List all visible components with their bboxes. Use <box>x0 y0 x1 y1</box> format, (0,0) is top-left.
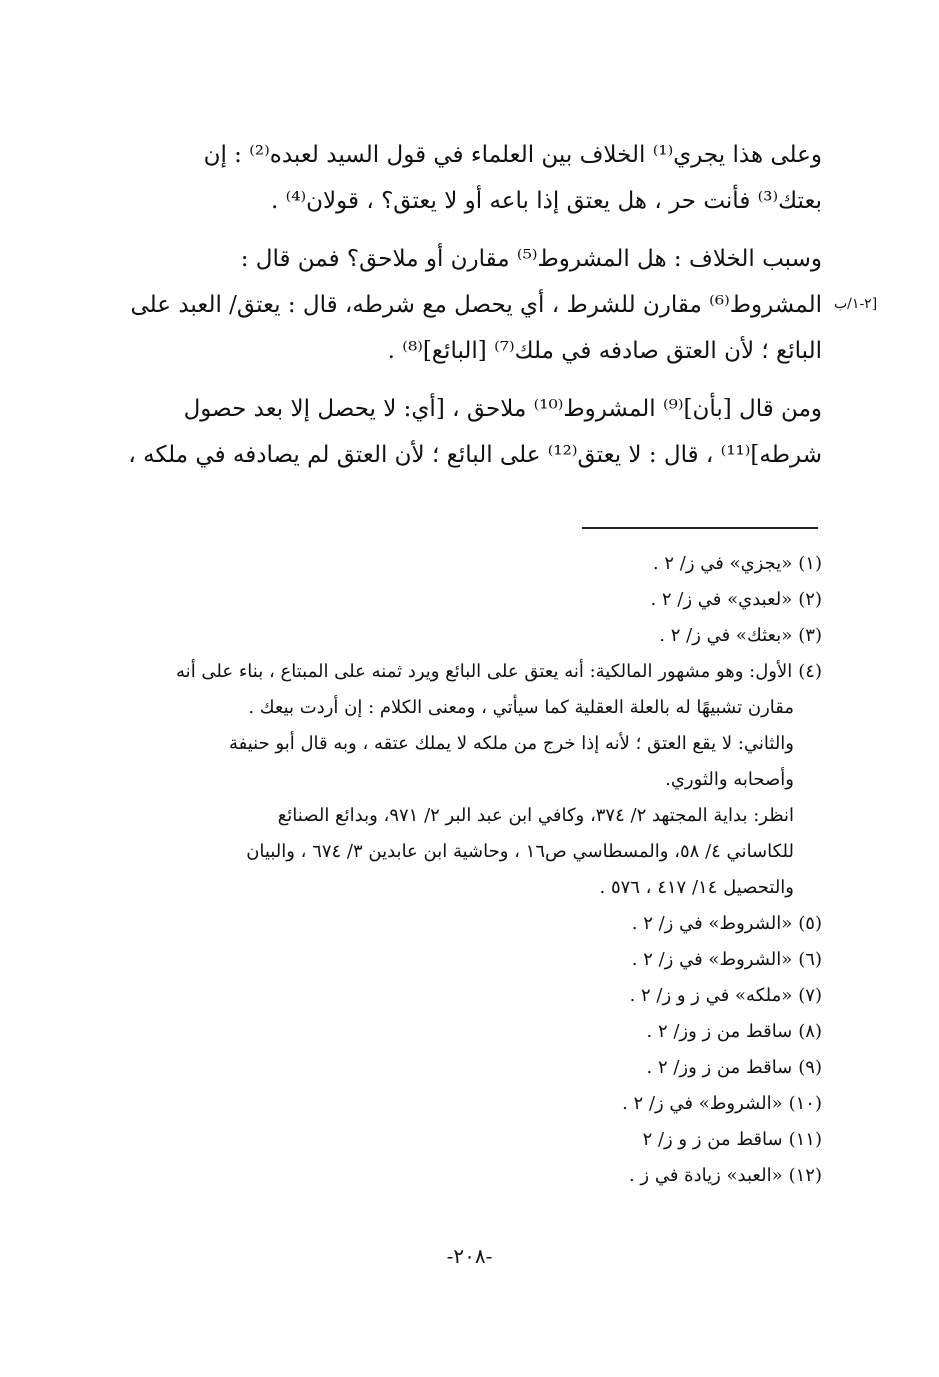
footnotes <box>110 546 822 1194</box>
footnote-text: ساقط من ز وز/ ٢ . <box>646 1021 793 1042</box>
text-line: وعلى هذا يجري⁽¹⁾ الخلاف بين العلماء في قول السيد لعبده⁽²⁾ : إن <box>203 142 822 168</box>
footnote-text: «الشروط» في ز/ ٢ . <box>631 949 793 970</box>
footnote-number: (٨) <box>798 1021 822 1042</box>
footnote-line: والتحصيل ١٤/ ٤١٧ ، ٥٧٦ . <box>599 877 794 898</box>
footnote-number: (٥) <box>798 913 822 934</box>
text-line: ومن قال [بأن]⁽⁹⁾ المشروط⁽¹⁰⁾ ملاحق ، [أي: لا يحصل إلا بعد حصول <box>183 396 822 422</box>
footnote-text: «الشروط» في ز/ ٢ . <box>622 1093 783 1114</box>
text-line: المشروط⁽⁶⁾ مقارن للشرط ، أي يحصل مع شرطه، قال : يعتق/ العبد على <box>130 292 822 318</box>
main-text <box>100 132 822 490</box>
footnote <box>110 546 822 582</box>
footnote-number: (٧) <box>798 985 822 1006</box>
footnote-line: والثاني: لا يقع العتق ؛ لأنه إذا خرج من ملكه لا يملك عتقه ، وبه قال أبو حنيفة <box>228 733 794 754</box>
footnote-number: (٩) <box>798 1057 822 1078</box>
text-line: شرطه]⁽¹¹⁾ ، قال : لا يعتق⁽¹²⁾ على البائع ؛ لأن العتق لم يصادفه في ملكه ، <box>128 442 822 468</box>
footnote <box>110 1158 822 1194</box>
text-line: بعتك⁽³⁾ فأنت حر ، هل يعتق إذا باعه أو لا يعتق؟ ، قولان⁽⁴⁾ . <box>271 188 822 214</box>
paragraph <box>100 386 822 478</box>
footnote-number: (٢) <box>798 589 822 610</box>
footnote-text: «بعثك» في ز/ ٢ . <box>659 625 793 646</box>
footnote-text: «الشروط» في ز/ ٢ . <box>631 913 793 934</box>
footnote-text: ساقط من ز وز/ ٢ . <box>646 1057 793 1078</box>
footnote-text: ساقط من ز و ز/ ٢ <box>642 1129 783 1150</box>
margin-folio-note: ٢-١/ب] <box>834 296 878 312</box>
footnote <box>110 582 822 618</box>
paragraph <box>100 236 822 374</box>
footnote-number: (٤) <box>798 661 822 682</box>
footnote-text: «لعبدي» في ز/ ٢ . <box>650 589 793 610</box>
footnote-text: «يجزي» في ز/ ٢ . <box>652 553 793 574</box>
footnote <box>110 654 822 906</box>
text-line: البائع ؛ لأن العتق صادفه في ملك⁽⁷⁾ [البائع]⁽⁸⁾ . <box>387 338 822 364</box>
footnote-number: (٦) <box>798 949 822 970</box>
footnote-separator <box>582 527 818 529</box>
footnote-number: (٣) <box>798 625 822 646</box>
footnote <box>110 1086 822 1122</box>
footnote <box>110 1014 822 1050</box>
footnote-line: مقارن تشبيهًا له بالعلة العقلية كما سيأتي ، ومعنى الكلام : إن أردت بيعك . <box>248 697 794 718</box>
footnote-line <box>110 654 822 690</box>
footnote-text: «ملكه» في ز و ز/ ٢ . <box>629 985 793 1006</box>
footnote-line: وأصحابه والثوري. <box>665 769 794 790</box>
footnote-number: (١١) <box>788 1129 822 1150</box>
text-line: وسبب الخلاف : هل المشروط⁽⁵⁾ مقارن أو ملاحق؟ فمن قال : <box>240 246 822 272</box>
footnote-number: (١٠) <box>788 1093 822 1114</box>
footnote <box>110 1050 822 1086</box>
footnote-number: (١) <box>798 553 822 574</box>
footnote-line: للكاساني ٤/ ٥٨، والمسطاسي ص١٦ ، وحاشية ابن عابدين ٣/ ٦٧٤ ، والبيان <box>246 841 794 862</box>
footnote <box>110 978 822 1014</box>
footnote-number: (١٢) <box>788 1165 822 1186</box>
paragraph <box>100 132 822 224</box>
footnote-text: الأول: وهو مشهور المالكية: أنه يعتق على البائع ويرد ثمنه على المبتاع ، بناء على أنه <box>176 661 793 682</box>
footnote <box>110 906 822 942</box>
footnote <box>110 618 822 654</box>
footnote <box>110 1122 822 1158</box>
footnote-text: «العبد» زيادة في ز . <box>628 1165 783 1186</box>
footnote-line: انظر: بداية المجتهد ٢/ ٣٧٤، وكافي ابن عبد البر ٢/ ٩٧١، وبدائع الصنائع <box>277 805 794 826</box>
page-number: -٢٠٨- <box>446 1244 493 1268</box>
footnote <box>110 942 822 978</box>
